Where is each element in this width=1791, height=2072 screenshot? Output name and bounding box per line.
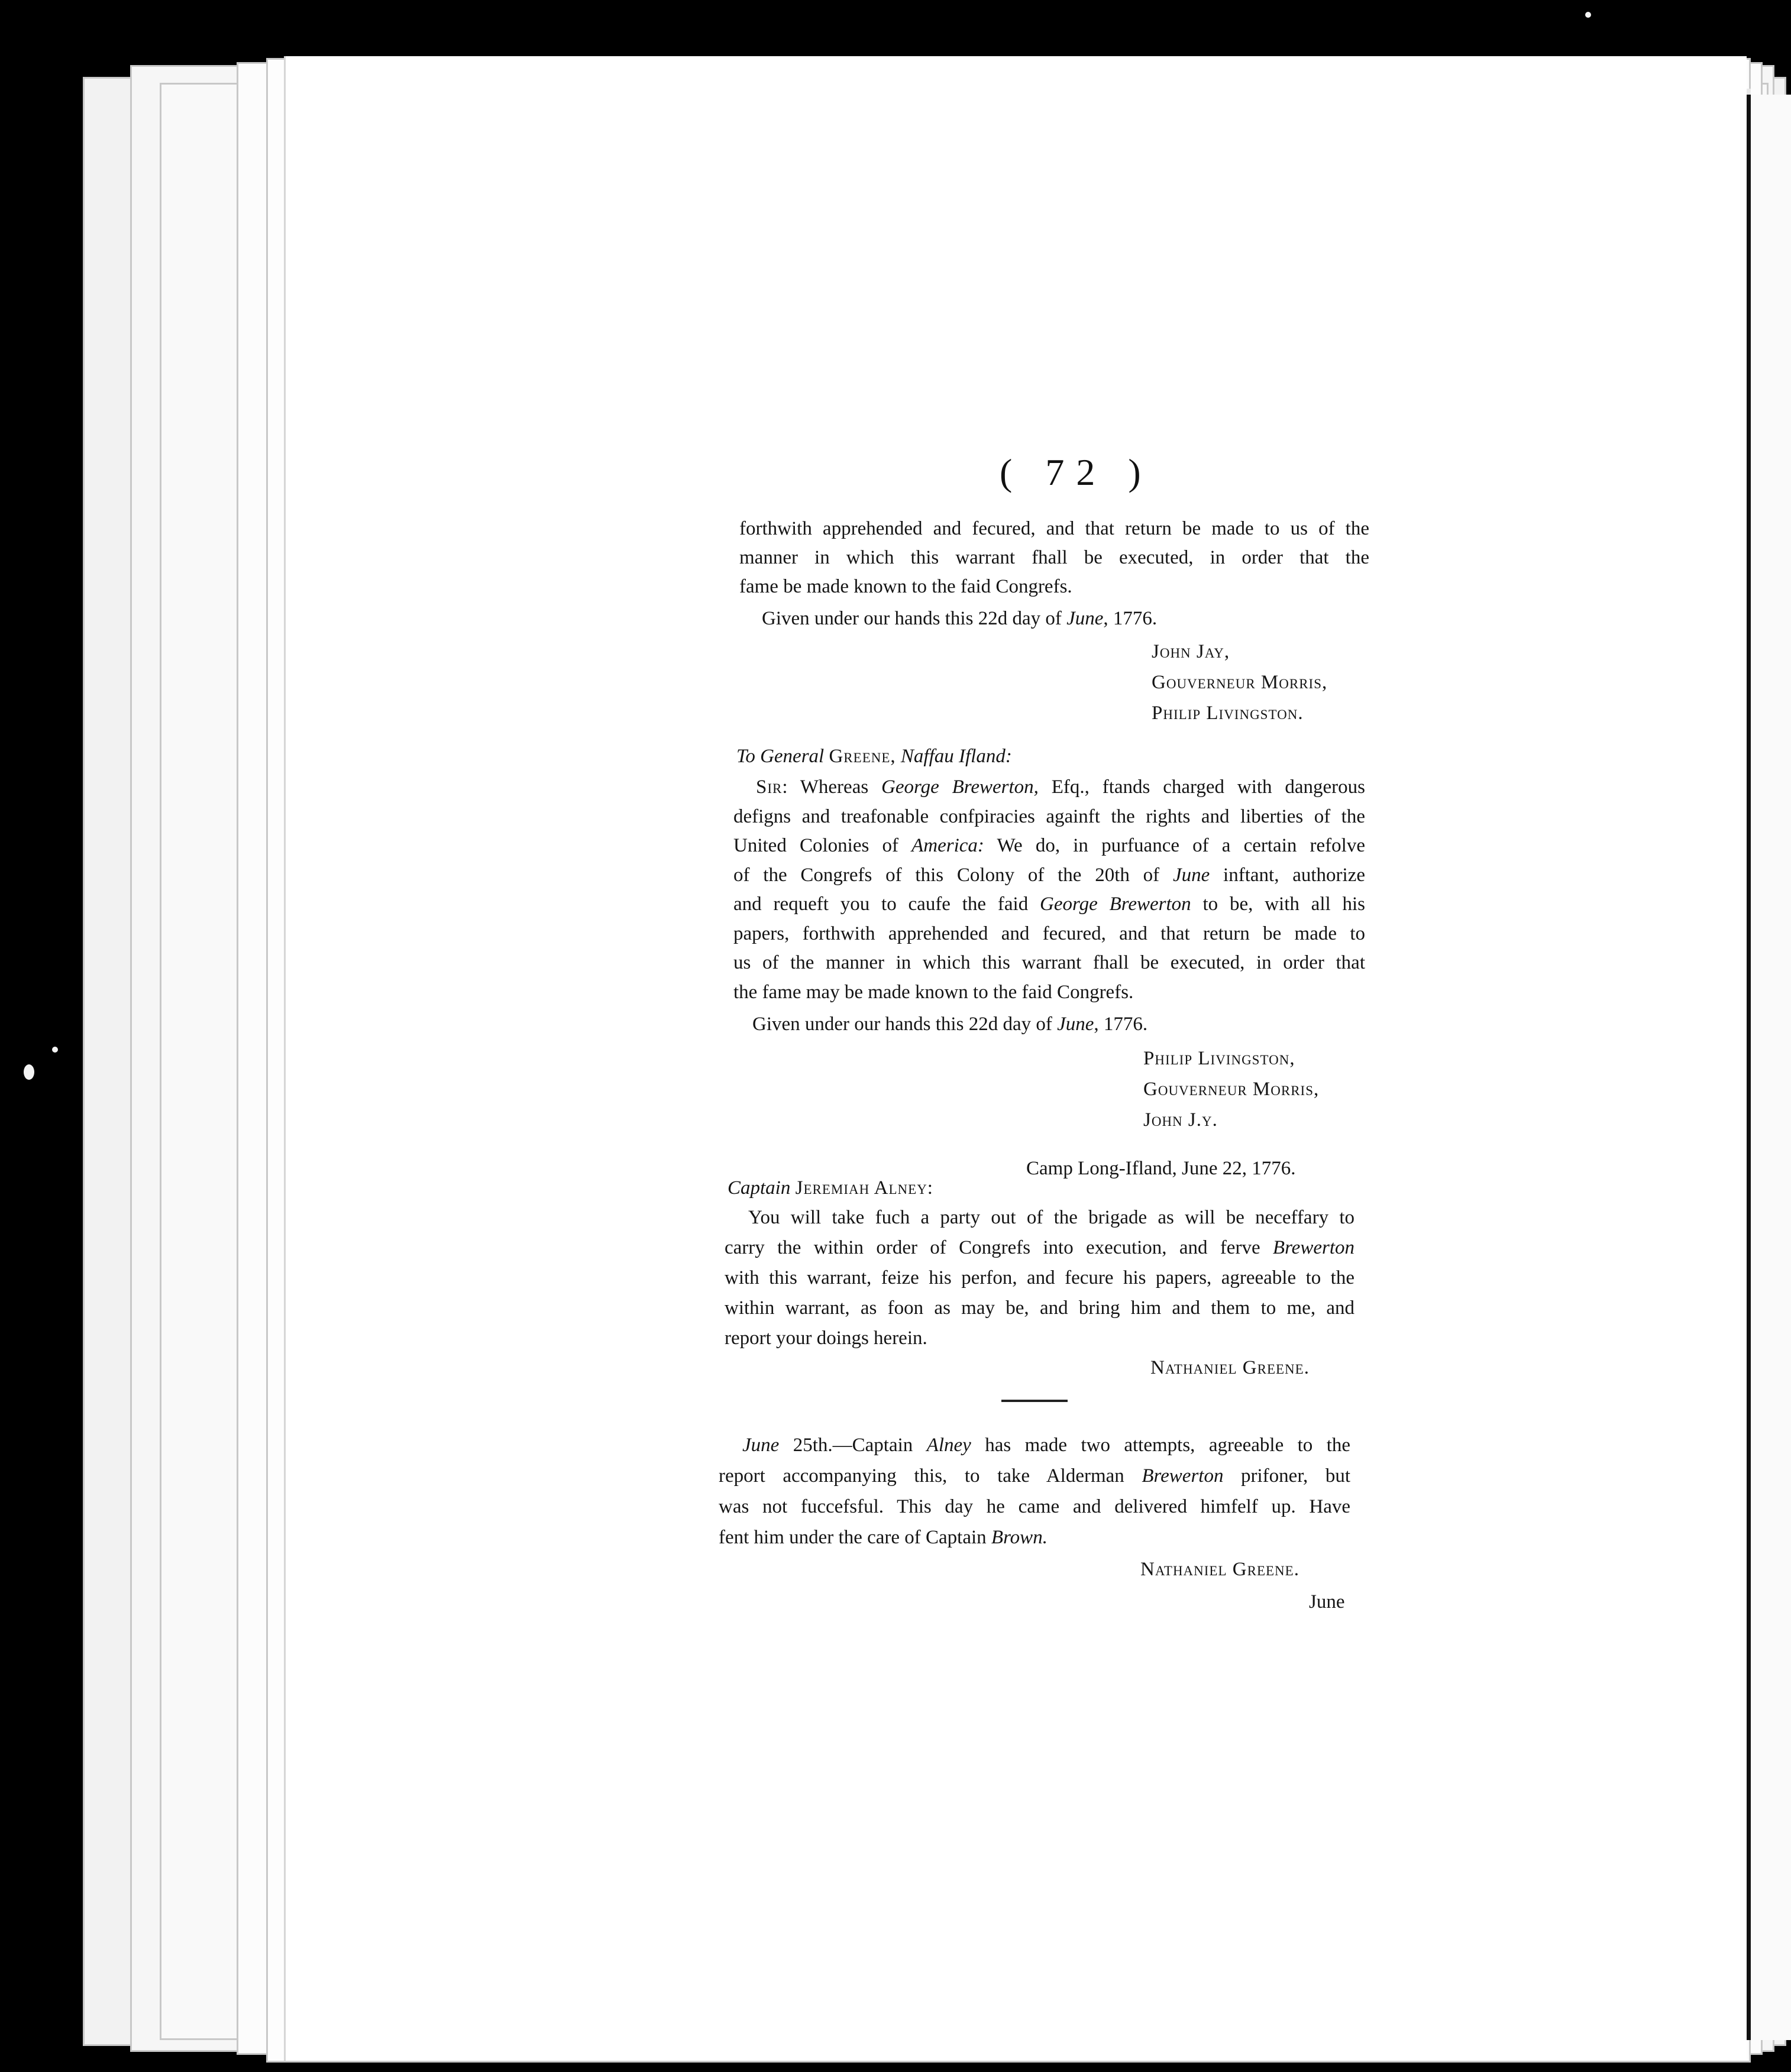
text-run: was not fuccefsful. This day he came and delivered himfelf up. Have bbox=[719, 1496, 1350, 1517]
text-run: us of the manner in which this warrant fhall be executed, in order that bbox=[733, 952, 1365, 973]
para3-body-line bbox=[725, 1324, 927, 1353]
film-speck bbox=[52, 1047, 58, 1053]
given-suffix: , 1776. bbox=[1094, 1014, 1148, 1035]
given-prefix: Given under our hands this 22d day of bbox=[752, 1014, 1058, 1035]
para1-line-2: manner in which this warrant fhall be executed, in order that the bbox=[739, 547, 1369, 568]
film-speck bbox=[1585, 12, 1591, 18]
para4-body-line bbox=[719, 1523, 1048, 1552]
text-run: Sir bbox=[756, 776, 783, 798]
text-run: carry the within order of Congrefs into execution, and ferve bbox=[725, 1237, 1273, 1258]
text-run: and requeft you to caufe the faid bbox=[733, 893, 1040, 915]
film-speck bbox=[24, 1064, 34, 1080]
para1-line-3: fame be made known to the faid Congrefs. bbox=[739, 576, 1072, 597]
para1-given bbox=[762, 604, 1157, 633]
text-run: Brewerton bbox=[1272, 1237, 1354, 1258]
address-place: Naffau Ifland: bbox=[900, 746, 1012, 767]
para1-line-1: forthwith apprehended and fecured, and that return be made to us of the bbox=[739, 518, 1369, 539]
text-run: report accompanying this, to take Alderman bbox=[719, 1465, 1142, 1487]
address-title: Captain bbox=[728, 1177, 791, 1199]
text-run: Brown. bbox=[991, 1527, 1048, 1548]
text-run: papers, forthwith apprehended and fecured, and that return be made to bbox=[733, 922, 1365, 944]
text-run: : Whereas bbox=[782, 776, 882, 798]
text-run: prifoner, but bbox=[1223, 1465, 1350, 1487]
signature-philip-livingston: Philip Livingston. bbox=[1152, 702, 1304, 724]
page-number: ( 72 ) bbox=[1000, 451, 1153, 493]
signature-philip-livingston: Philip Livingston, bbox=[1143, 1048, 1295, 1069]
para2-body-line bbox=[733, 920, 1365, 948]
text-run: of the Congrefs of this Colony of the 20th of bbox=[733, 864, 1173, 886]
para3-body-line bbox=[725, 1294, 1354, 1323]
para3-body-line bbox=[725, 1264, 1354, 1293]
text-run: George Brewerton bbox=[1040, 893, 1191, 915]
text-run: defigns and treafonable confpiracies againft the rights and liberties of the bbox=[733, 805, 1365, 827]
next-page-edge bbox=[1751, 95, 1791, 2040]
para3-address bbox=[728, 1174, 933, 1203]
text-run: fent him under the care of Captain bbox=[719, 1527, 991, 1548]
para4-body-line bbox=[742, 1431, 1350, 1460]
text-run: with this warrant, feize his perfon, and fecure his papers, agreeable to the bbox=[725, 1267, 1354, 1288]
para3-body-line bbox=[725, 1234, 1354, 1262]
text-run: June bbox=[1172, 864, 1210, 886]
address-name: Jeremiah Alney: bbox=[795, 1177, 933, 1199]
text-run: Alney bbox=[926, 1435, 971, 1456]
text-run: within warrant, as foon as may be, and bring him and them to me, and bbox=[725, 1297, 1354, 1319]
text-run: America: bbox=[911, 835, 984, 856]
para2-body-line bbox=[756, 773, 1365, 802]
text-run: 25th.—Captain bbox=[779, 1435, 927, 1456]
signature-nathaniel-greene: Nathaniel Greene. bbox=[1150, 1357, 1310, 1378]
document-page bbox=[284, 56, 1747, 2061]
signature-john-jay: John Jay, bbox=[1152, 641, 1230, 662]
para4-body-line bbox=[719, 1493, 1350, 1521]
signature-nathaniel-greene: Nathaniel Greene. bbox=[1140, 1559, 1299, 1580]
text-run: We do, in purfuance of a certain refolve bbox=[984, 835, 1365, 856]
para2-body-line bbox=[733, 831, 1365, 860]
text-run: inftant, authorize bbox=[1210, 864, 1365, 886]
given-suffix: , 1776. bbox=[1103, 608, 1158, 629]
signature-gouverneur-morris: Gouverneur Morris, bbox=[1143, 1079, 1320, 1100]
para2-body-line bbox=[733, 890, 1365, 919]
address-name: Greene, bbox=[829, 746, 896, 767]
text-run: United Colonies of bbox=[733, 835, 912, 856]
text-run: Brewerton bbox=[1142, 1465, 1224, 1487]
address-to: To General bbox=[736, 746, 825, 767]
dateline: Camp Long-Ifland, June 22, 1776. bbox=[1026, 1158, 1296, 1179]
given-month: June bbox=[1057, 1014, 1094, 1035]
text-run: has made two attempts, agreeable to the bbox=[971, 1435, 1351, 1456]
para4-body-line bbox=[719, 1462, 1350, 1491]
given-month: June bbox=[1066, 608, 1104, 629]
signature-gouverneur-morris: Gouverneur Morris, bbox=[1152, 672, 1328, 693]
text-run: June bbox=[742, 1435, 780, 1456]
text-run: Efq., ftands charged with dangerous bbox=[1038, 776, 1365, 798]
catchword: June bbox=[1309, 1591, 1345, 1613]
para2-body-line bbox=[733, 802, 1365, 831]
text-run: the fame may be made known to the faid Congrefs. bbox=[733, 981, 1134, 1003]
text-run: report your doings herein. bbox=[725, 1328, 927, 1349]
text-run: George Brewerton, bbox=[881, 776, 1039, 798]
para2-given bbox=[752, 1010, 1147, 1039]
para2-body-line bbox=[733, 948, 1365, 977]
text-run: to be, with all his bbox=[1191, 893, 1365, 915]
para2-address bbox=[736, 742, 1012, 771]
section-rule bbox=[1001, 1400, 1068, 1402]
para3-body-line bbox=[748, 1203, 1354, 1232]
text-run: You will take fuch a party out of the brigade as will be neceffary to bbox=[748, 1207, 1354, 1228]
para2-body-line bbox=[733, 978, 1133, 1007]
given-prefix: Given under our hands this 22d day of bbox=[762, 608, 1067, 629]
para2-body-line bbox=[733, 861, 1365, 890]
signature-john-jay: John J.y. bbox=[1143, 1109, 1218, 1131]
